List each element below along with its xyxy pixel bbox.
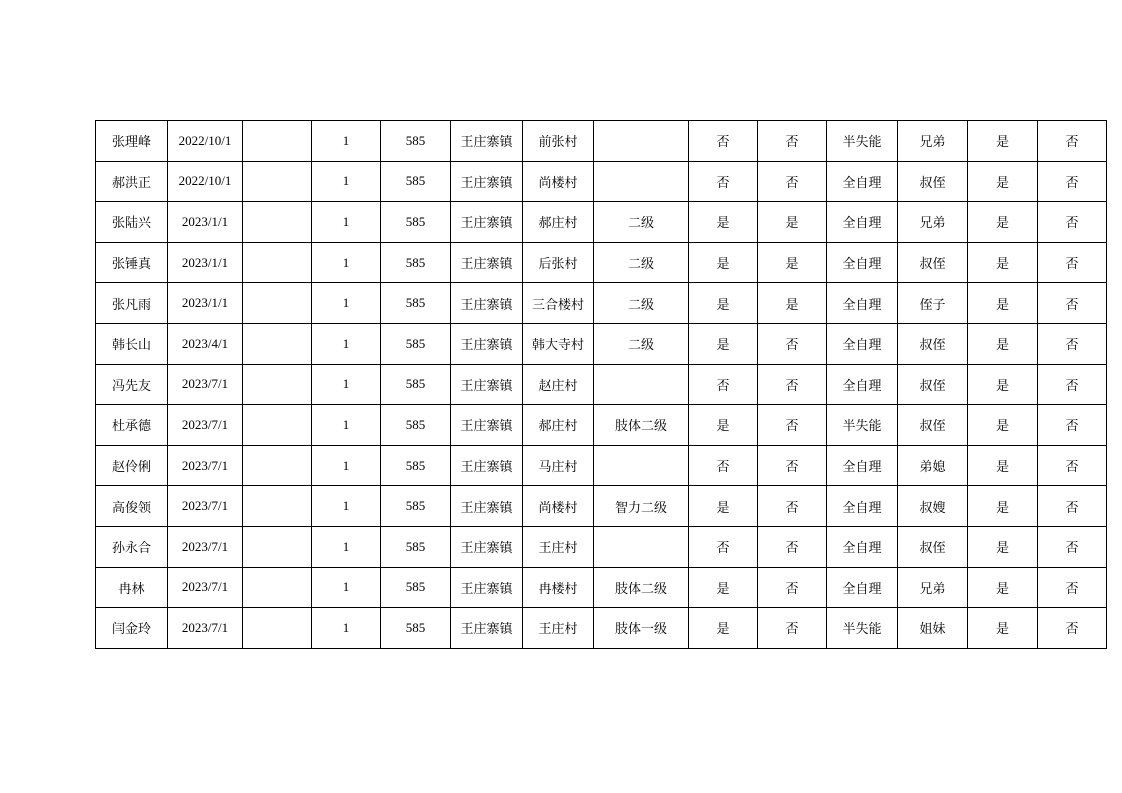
amount-cell: 585	[381, 242, 451, 283]
village-cell: 尚楼村	[523, 486, 594, 527]
count-cell: 1	[312, 121, 381, 162]
town-cell: 王庄寨镇	[451, 202, 523, 243]
name-cell: 冯先友	[96, 364, 168, 405]
table-row	[96, 486, 1107, 527]
count-cell: 1	[312, 526, 381, 567]
relation-cell: 侄子	[898, 283, 968, 324]
flag-c-cell: 是	[968, 323, 1038, 364]
ability-cell: 半失能	[827, 608, 898, 649]
flag-c-cell: 是	[968, 526, 1038, 567]
flag-d-cell: 否	[1038, 445, 1107, 486]
disability-cell: 二级	[594, 202, 689, 243]
relation-cell: 兄弟	[898, 121, 968, 162]
amount-cell: 585	[381, 405, 451, 446]
flag-a-cell: 否	[689, 121, 758, 162]
blank-cell	[243, 364, 312, 405]
amount-cell: 585	[381, 364, 451, 405]
relation-cell: 姐妹	[898, 608, 968, 649]
village-cell: 赵庄村	[523, 364, 594, 405]
disability-cell	[594, 161, 689, 202]
document-page	[95, 120, 1107, 649]
disability-cell: 肢体一级	[594, 608, 689, 649]
flag-c-cell: 是	[968, 567, 1038, 608]
disability-cell: 二级	[594, 242, 689, 283]
village-cell: 后张村	[523, 242, 594, 283]
blank-cell	[243, 283, 312, 324]
amount-cell: 585	[381, 567, 451, 608]
count-cell: 1	[312, 364, 381, 405]
table-row	[96, 161, 1107, 202]
flag-b-cell: 是	[758, 283, 827, 324]
village-cell: 郝庄村	[523, 405, 594, 446]
flag-d-cell: 否	[1038, 161, 1107, 202]
town-cell: 王庄寨镇	[451, 608, 523, 649]
count-cell: 1	[312, 202, 381, 243]
table-row	[96, 121, 1107, 162]
disability-cell: 肢体二级	[594, 405, 689, 446]
disability-cell: 二级	[594, 283, 689, 324]
count-cell: 1	[312, 242, 381, 283]
flag-b-cell: 否	[758, 364, 827, 405]
flag-a-cell: 是	[689, 242, 758, 283]
ability-cell: 全自理	[827, 323, 898, 364]
amount-cell: 585	[381, 202, 451, 243]
disability-cell: 二级	[594, 323, 689, 364]
ability-cell: 全自理	[827, 567, 898, 608]
village-cell: 冉楼村	[523, 567, 594, 608]
flag-d-cell: 否	[1038, 608, 1107, 649]
flag-d-cell: 否	[1038, 486, 1107, 527]
ability-cell: 全自理	[827, 242, 898, 283]
ability-cell: 全自理	[827, 364, 898, 405]
name-cell: 张陆兴	[96, 202, 168, 243]
date-cell: 2022/10/1	[168, 121, 243, 162]
ability-cell: 全自理	[827, 526, 898, 567]
relation-cell: 叔嫂	[898, 486, 968, 527]
amount-cell: 585	[381, 445, 451, 486]
amount-cell: 585	[381, 323, 451, 364]
name-cell: 高俊领	[96, 486, 168, 527]
table-row	[96, 202, 1107, 243]
town-cell: 王庄寨镇	[451, 364, 523, 405]
town-cell: 王庄寨镇	[451, 323, 523, 364]
relation-cell: 叔侄	[898, 242, 968, 283]
flag-b-cell: 否	[758, 405, 827, 446]
records-table	[95, 120, 1107, 649]
blank-cell	[243, 445, 312, 486]
flag-c-cell: 是	[968, 364, 1038, 405]
name-cell: 张凡雨	[96, 283, 168, 324]
flag-b-cell: 否	[758, 567, 827, 608]
ability-cell: 半失能	[827, 405, 898, 446]
amount-cell: 585	[381, 486, 451, 527]
count-cell: 1	[312, 283, 381, 324]
flag-b-cell: 否	[758, 121, 827, 162]
flag-a-cell: 否	[689, 526, 758, 567]
name-cell: 闫金玲	[96, 608, 168, 649]
relation-cell: 叔侄	[898, 323, 968, 364]
name-cell: 张理峰	[96, 121, 168, 162]
relation-cell: 兄弟	[898, 567, 968, 608]
amount-cell: 585	[381, 121, 451, 162]
amount-cell: 585	[381, 608, 451, 649]
flag-d-cell: 否	[1038, 121, 1107, 162]
table-row	[96, 526, 1107, 567]
count-cell: 1	[312, 486, 381, 527]
name-cell: 冉林	[96, 567, 168, 608]
village-cell: 马庄村	[523, 445, 594, 486]
name-cell: 孙永合	[96, 526, 168, 567]
table-row	[96, 242, 1107, 283]
date-cell: 2023/7/1	[168, 608, 243, 649]
relation-cell: 叔侄	[898, 161, 968, 202]
flag-c-cell: 是	[968, 121, 1038, 162]
ability-cell: 全自理	[827, 161, 898, 202]
table-row	[96, 567, 1107, 608]
date-cell: 2023/1/1	[168, 242, 243, 283]
town-cell: 王庄寨镇	[451, 283, 523, 324]
flag-c-cell: 是	[968, 445, 1038, 486]
blank-cell	[243, 202, 312, 243]
flag-d-cell: 否	[1038, 567, 1107, 608]
flag-d-cell: 否	[1038, 323, 1107, 364]
town-cell: 王庄寨镇	[451, 405, 523, 446]
disability-cell: 肢体二级	[594, 567, 689, 608]
flag-a-cell: 是	[689, 608, 758, 649]
date-cell: 2023/1/1	[168, 283, 243, 324]
name-cell: 郝洪正	[96, 161, 168, 202]
table-row	[96, 283, 1107, 324]
table-row	[96, 445, 1107, 486]
village-cell: 郝庄村	[523, 202, 594, 243]
flag-b-cell: 否	[758, 486, 827, 527]
table-row	[96, 364, 1107, 405]
flag-c-cell: 是	[968, 283, 1038, 324]
town-cell: 王庄寨镇	[451, 445, 523, 486]
flag-a-cell: 否	[689, 364, 758, 405]
name-cell: 张锤真	[96, 242, 168, 283]
blank-cell	[243, 526, 312, 567]
disability-cell	[594, 121, 689, 162]
relation-cell: 弟媳	[898, 445, 968, 486]
flag-b-cell: 否	[758, 526, 827, 567]
disability-cell	[594, 526, 689, 567]
count-cell: 1	[312, 161, 381, 202]
blank-cell	[243, 567, 312, 608]
count-cell: 1	[312, 323, 381, 364]
flag-a-cell: 是	[689, 405, 758, 446]
name-cell: 韩长山	[96, 323, 168, 364]
count-cell: 1	[312, 405, 381, 446]
name-cell: 赵伶俐	[96, 445, 168, 486]
ability-cell: 全自理	[827, 202, 898, 243]
village-cell: 王庄村	[523, 526, 594, 567]
blank-cell	[243, 486, 312, 527]
date-cell: 2023/7/1	[168, 567, 243, 608]
count-cell: 1	[312, 567, 381, 608]
town-cell: 王庄寨镇	[451, 121, 523, 162]
town-cell: 王庄寨镇	[451, 242, 523, 283]
ability-cell: 全自理	[827, 283, 898, 324]
table-row	[96, 405, 1107, 446]
village-cell: 前张村	[523, 121, 594, 162]
flag-b-cell: 否	[758, 161, 827, 202]
flag-b-cell: 否	[758, 323, 827, 364]
relation-cell: 叔侄	[898, 364, 968, 405]
flag-a-cell: 否	[689, 161, 758, 202]
town-cell: 王庄寨镇	[451, 526, 523, 567]
village-cell: 韩大寺村	[523, 323, 594, 364]
count-cell: 1	[312, 445, 381, 486]
village-cell: 王庄村	[523, 608, 594, 649]
flag-d-cell: 否	[1038, 283, 1107, 324]
blank-cell	[243, 323, 312, 364]
flag-c-cell: 是	[968, 486, 1038, 527]
table-row	[96, 608, 1107, 649]
count-cell: 1	[312, 608, 381, 649]
flag-a-cell: 是	[689, 323, 758, 364]
amount-cell: 585	[381, 283, 451, 324]
flag-a-cell: 否	[689, 445, 758, 486]
disability-cell	[594, 364, 689, 405]
table-row	[96, 323, 1107, 364]
date-cell: 2023/7/1	[168, 445, 243, 486]
date-cell: 2023/7/1	[168, 526, 243, 567]
date-cell: 2023/4/1	[168, 323, 243, 364]
relation-cell: 兄弟	[898, 202, 968, 243]
amount-cell: 585	[381, 161, 451, 202]
amount-cell: 585	[381, 526, 451, 567]
blank-cell	[243, 608, 312, 649]
blank-cell	[243, 121, 312, 162]
date-cell: 2023/1/1	[168, 202, 243, 243]
flag-d-cell: 否	[1038, 242, 1107, 283]
flag-a-cell: 是	[689, 202, 758, 243]
village-cell: 三合楼村	[523, 283, 594, 324]
flag-d-cell: 否	[1038, 364, 1107, 405]
flag-a-cell: 是	[689, 567, 758, 608]
relation-cell: 叔侄	[898, 526, 968, 567]
ability-cell: 全自理	[827, 445, 898, 486]
flag-d-cell: 否	[1038, 405, 1107, 446]
flag-d-cell: 否	[1038, 202, 1107, 243]
flag-c-cell: 是	[968, 161, 1038, 202]
flag-b-cell: 否	[758, 445, 827, 486]
town-cell: 王庄寨镇	[451, 567, 523, 608]
date-cell: 2022/10/1	[168, 161, 243, 202]
blank-cell	[243, 242, 312, 283]
flag-c-cell: 是	[968, 242, 1038, 283]
disability-cell: 智力二级	[594, 486, 689, 527]
town-cell: 王庄寨镇	[451, 486, 523, 527]
blank-cell	[243, 161, 312, 202]
flag-a-cell: 是	[689, 486, 758, 527]
village-cell: 尚楼村	[523, 161, 594, 202]
date-cell: 2023/7/1	[168, 364, 243, 405]
date-cell: 2023/7/1	[168, 405, 243, 446]
flag-b-cell: 是	[758, 242, 827, 283]
flag-c-cell: 是	[968, 202, 1038, 243]
blank-cell	[243, 405, 312, 446]
flag-b-cell: 否	[758, 608, 827, 649]
flag-c-cell: 是	[968, 405, 1038, 446]
flag-a-cell: 是	[689, 283, 758, 324]
ability-cell: 半失能	[827, 121, 898, 162]
flag-b-cell: 是	[758, 202, 827, 243]
table-body	[96, 121, 1107, 649]
ability-cell: 全自理	[827, 486, 898, 527]
relation-cell: 叔侄	[898, 405, 968, 446]
name-cell: 杜承德	[96, 405, 168, 446]
date-cell: 2023/7/1	[168, 486, 243, 527]
flag-c-cell: 是	[968, 608, 1038, 649]
flag-d-cell: 否	[1038, 526, 1107, 567]
disability-cell	[594, 445, 689, 486]
town-cell: 王庄寨镇	[451, 161, 523, 202]
